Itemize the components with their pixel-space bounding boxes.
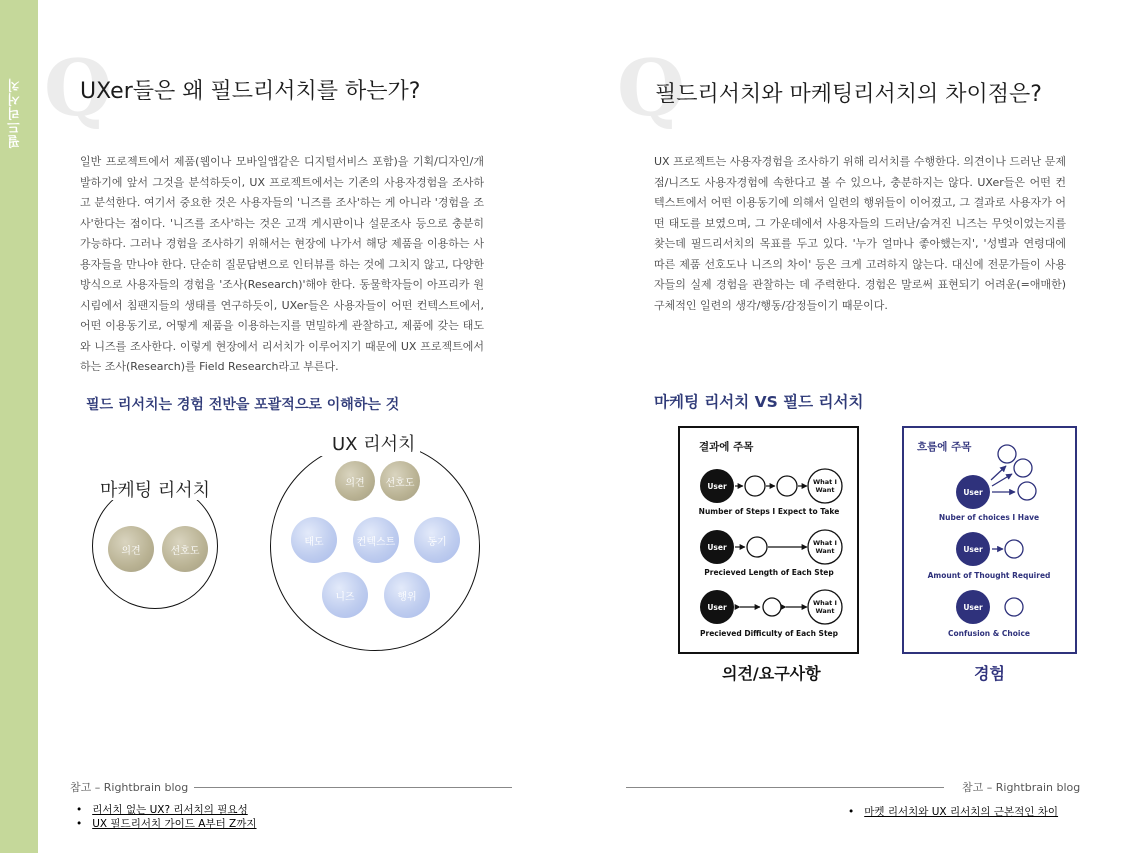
card-flow-focus	[902, 426, 1077, 654]
card-result-focus	[678, 426, 859, 654]
q-mark-left: Q	[44, 43, 112, 134]
card2-row-label: Confusion & Choice	[948, 629, 1030, 638]
left-ref-item	[76, 817, 257, 831]
sidebar-label: 필드리서치	[8, 78, 23, 148]
ref-link-3[interactable]: 마켓 리서치와 UX 리서치의 근본적인 차이	[864, 806, 1059, 818]
ux-item-context: 컨텍스트	[353, 517, 399, 563]
right-body: UX 프로젝트는 사용자경험을 조사하기 위해 리서치를 수행한다. 의견이나 드러난 문제점/니즈도 사용자경험에 속한다고 볼 수 있으나, 충분하지는 않다. UXer들은 어떤 컨텍스트에서 어떤 이용동기에 의해서 일련의 행위들이 이어졌고, 그 결과로 사용자가 어떤 태도를 보였으며, 그 가운데에서 사용자들의 드러난/숨겨진 니즈는 무엇이었는지를 찾는데 필드리서치의 목표를 두고 있다. '누가 얼마나 좋아했는지', '성별과 연령대에 따른 제품 선호도나 니즈의 차이' 등은 크게 고려하지 않는다. 대신에 전문가들이 사용자들의 실제 경험을 관찰하는 데 주력한다. 경험은 말로써 표현되기 어려운(=애매한) 구체적인 일련의 생각/행동/감정들이기 때문이다.	[654, 155, 1066, 312]
sidebar	[0, 0, 38, 853]
left-ref-label: 참고 – Rightbrain blog	[70, 781, 189, 794]
right-heading: 필드리서치와 마케팅리서치의 차이점은?	[655, 82, 1042, 107]
svg-text:User: User	[707, 543, 727, 552]
svg-text:What I: What I	[813, 539, 837, 547]
left-ref-divider	[194, 787, 512, 788]
right-ref-divider	[626, 787, 944, 788]
svg-text:Want: Want	[815, 486, 835, 494]
left-diagram-title: 필드 리서치는 경험 전반을 포괄적으로 이해하는 것	[86, 397, 400, 413]
svg-text:User: User	[963, 603, 983, 612]
svg-text:User: User	[963, 545, 983, 554]
ux-item-motivation: 동기	[414, 517, 460, 563]
marketing-item-preference: 선호도	[162, 526, 208, 572]
left-heading: UXer들은 왜 필드리서치를 하는가?	[80, 79, 421, 104]
card1-row-label: Number of Steps I Expect to Take	[698, 507, 840, 516]
right-ref-label: 참고 – Rightbrain blog	[962, 781, 1081, 794]
svg-text:Want: Want	[815, 607, 835, 615]
left-ref-item	[76, 803, 257, 817]
ref-link-2[interactable]: UX 필드리서치 가이드 A부터 Z까지	[92, 818, 257, 830]
right-diagram-title: 마케팅 리서치 VS 필드 리서치	[654, 393, 864, 411]
svg-text:User: User	[963, 488, 983, 497]
svg-text:What I: What I	[813, 599, 837, 607]
card1-diagram	[680, 428, 857, 652]
right-ref-list	[848, 805, 1058, 819]
card1-row-label: Precieved Difficulty of Each Step	[700, 629, 838, 638]
ux-item-preference: 선호도	[380, 461, 420, 501]
left-ref-list	[76, 803, 257, 831]
card1-row-label: Precieved Length of Each Step	[704, 568, 834, 577]
left-body: 일반 프로젝트에서 제품(웹이나 모바일앱같은 디지털서비스 포함)을 기획/디자인/개발하기에 앞서 그것을 분석하듯이, UX 프로젝트에서는 기존의 사용자경험을 조사하고 분석한다. 여기서 중요한 것은 사용자들의 '니즈를 조사'하는 게 아니라 '경험을 조사'한다는 점이다. '니즈를 조사'하는 것은 고객 게시판이나 설문조사 등으로 충분히 가능하다. 그러나 경험을 조사하기 위해서는 현장에 나가서 해당 제품을 이용하는 사용자들을 만나야 한다. 단순히 질문답변으로 인터뷰를 하는 것에 그치지 않고, 다양한 방식으로 사용자들의 경험을 '조사(Research)'해야 한다. 동물학자들이 아프리카 원시림에서 침팬지들의 생태를 연구하듯이, UXer들은 사용자들이 어떤 컨텍스트에서, 어떤 이용동기로, 어떻게 제품을 이용하는지를 면밀하게 관찰하고, 제품에 갖는 태도와 니즈를 조사한다. 이렇게 현장에서 리서치가 이루어지기 때문에 UX 프로젝트에서 하는 조사(Research)를 Field Research라고 부른다.	[80, 155, 484, 373]
ref-link-1[interactable]: 리서치 없는 UX? 리서치의 필요성	[92, 804, 248, 816]
user-label: User	[707, 482, 727, 491]
right-ref-item	[848, 805, 1058, 819]
svg-text:Want: Want	[815, 547, 835, 555]
ux-item-opinion: 의견	[335, 461, 375, 501]
marketing-label: 마케팅 리서치	[100, 480, 211, 501]
card2-row-label: Nuber of choices I Have	[938, 513, 1040, 522]
q-mark-right: Q	[617, 43, 685, 134]
ux-label: UX 리서치	[332, 434, 416, 455]
card2-caption: 경험	[974, 664, 1005, 683]
ux-item-behavior: 행위	[384, 572, 430, 618]
card1-caption: 의견/요구사항	[722, 664, 821, 683]
ux-item-needs: 니즈	[322, 572, 368, 618]
card1-title: 결과에 주목	[699, 441, 754, 453]
svg-text:What I: What I	[813, 478, 837, 486]
card2-title: 흐름에 주목	[917, 441, 972, 453]
marketing-item-opinion: 의견	[108, 526, 154, 572]
card2-diagram	[904, 428, 1075, 652]
card2-row-label: Amount of Thought Required	[927, 571, 1051, 580]
ux-item-attitude: 태도	[291, 517, 337, 563]
svg-text:User: User	[707, 603, 727, 612]
